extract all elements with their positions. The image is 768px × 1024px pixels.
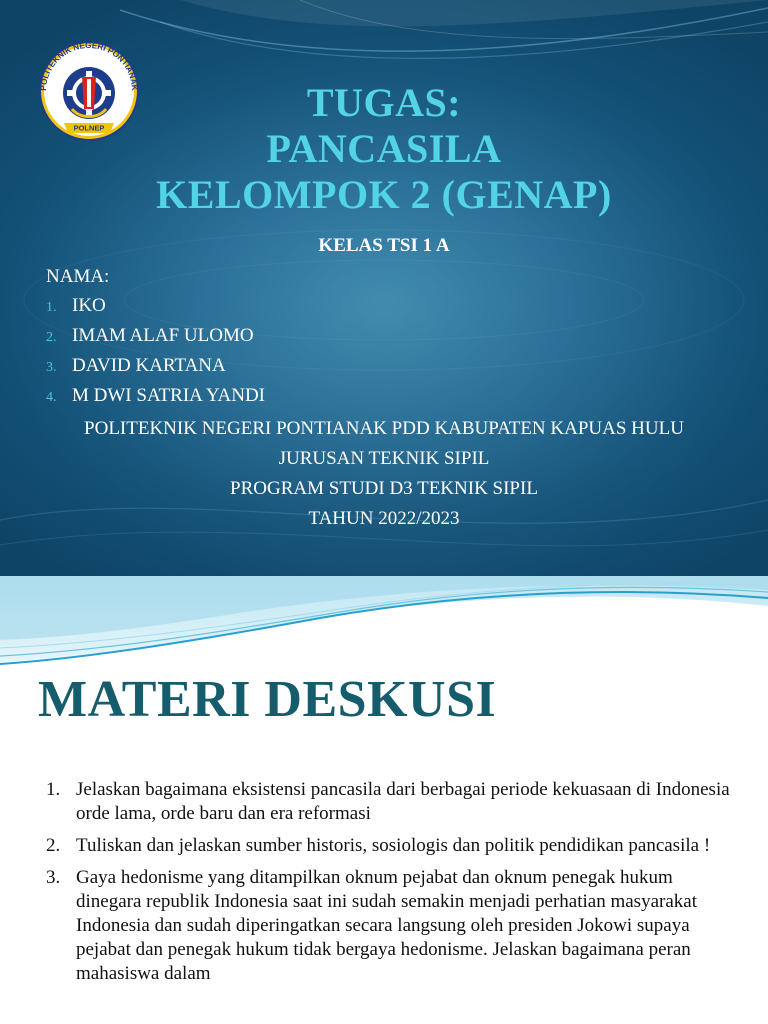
names-heading: NAMA: <box>46 266 110 287</box>
list-item <box>46 778 736 826</box>
list-number: 2. <box>46 330 57 345</box>
list-item <box>46 355 265 385</box>
year-line: TAHUN 2022/2023 <box>308 508 460 529</box>
question-list <box>46 778 736 994</box>
discussion-title: MATERI DESKUSI <box>38 671 497 728</box>
question-text: Gaya hedonisme yang ditampilkan oknum pejabat dan oknum penegak hukum dinegara republik Indonesia saat ini sudah semakin menjadi perhatian masyarakat Indonesia dan sudah diperingatkan secara langsung oleh presiden Jokowi supaya pejabat dan penegak hukum tidak bergaya hedonisme. Jelaskan bagaimana peran mahasiswa dalam <box>76 867 697 984</box>
department-line: JURUSAN TEKNIK SIPIL <box>278 448 490 469</box>
list-item <box>46 325 265 355</box>
list-number: 1. <box>46 300 57 315</box>
title-line-3: KELOMPOK 2 (GENAP) <box>156 172 612 217</box>
discussion-slide <box>0 576 768 1024</box>
member-name: IKO <box>72 295 106 316</box>
list-number: 4. <box>46 390 57 405</box>
question-number: 3. <box>46 867 61 888</box>
header-waves <box>0 576 768 668</box>
list-number: 3. <box>46 360 57 375</box>
institution-line: POLITEKNIK NEGERI PONTIANAK PDD KABUPATEN KAPUAS HULU <box>84 418 684 439</box>
title-line-1: TUGAS: <box>306 80 462 125</box>
slide-title <box>0 80 768 218</box>
list-item <box>46 834 736 858</box>
program-line: PROGRAM STUDI D3 TEKNIK SIPIL <box>230 478 538 499</box>
list-item <box>46 866 736 986</box>
member-name: M DWI SATRIA YANDI <box>72 385 265 406</box>
logo-text-bottom: POLNEP <box>73 123 105 133</box>
member-name: IMAM ALAF ULOMO <box>72 325 254 346</box>
list-item <box>46 295 265 325</box>
title-line-2: PANCASILA <box>266 126 502 171</box>
class-label: KELAS TSI 1 A <box>318 235 450 256</box>
member-name: DAVID KARTANA <box>72 355 226 376</box>
question-text: Tuliskan dan jelaskan sumber historis, sosiologis dan politik pendidikan pancasila ! <box>76 835 711 856</box>
logo-text-top: POLITEKNIK NEGERI PONTIANAK <box>38 40 140 91</box>
list-item <box>46 385 265 415</box>
question-number: 2. <box>46 835 61 856</box>
member-list <box>46 295 265 415</box>
question-number: 1. <box>46 779 61 800</box>
institution-info <box>0 414 768 534</box>
question-text: Jelaskan bagaimana eksistensi pancasila dari berbagai periode kekuasaan di Indonesia orde lama, orde baru dan era reformasi <box>76 779 730 824</box>
